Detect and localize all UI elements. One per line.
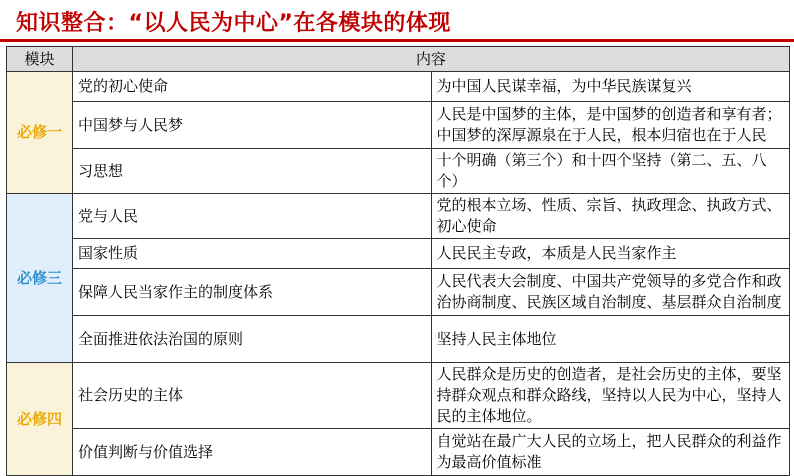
topic-cell: 国家性质 — [73, 239, 432, 269]
topic-cell: 党与人民 — [73, 194, 432, 239]
table-row — [7, 429, 790, 476]
topic-cell: 党的初心使命 — [73, 72, 432, 102]
table-row — [7, 72, 790, 102]
table-row — [7, 102, 790, 149]
content-cell: 党的根本立场、性质、宗旨、执政理念、执政方式、初心使命 — [431, 194, 790, 239]
content-cell: 人民代表大会制度、中国共产党领导的多党合作和政治协商制度、民族区域自治制度、基层群众自治制度 — [431, 269, 790, 316]
table-row — [7, 149, 790, 194]
module-cell: 必修一 — [7, 72, 73, 194]
topic-cell: 全面推进依法治国的原则 — [73, 316, 432, 363]
content-cell: 坚持人民主体地位 — [431, 316, 790, 363]
topic-cell: 中国梦与人民梦 — [73, 102, 432, 149]
header-module: 模块 — [7, 47, 73, 72]
table-row — [7, 194, 790, 239]
header-content: 内容 — [73, 47, 790, 72]
topic-cell: 习思想 — [73, 149, 432, 194]
content-cell: 十个明确（第三个）和十四个坚持（第二、五、八个） — [431, 149, 790, 194]
module-cell: 必修四 — [7, 363, 73, 476]
table-header-row — [7, 47, 790, 72]
content-cell: 人民群众是历史的创造者，是社会历史的主体，要坚持群众观点和群众路线，坚持以人民为中心，坚持人民的主体地位。 — [431, 363, 790, 429]
content-cell: 为中国人民谋幸福，为中华民族谋复兴 — [431, 72, 790, 102]
content-cell: 自觉站在最广大人民的立场上，把人民群众的利益作为最高价值标准 — [431, 429, 790, 476]
table-row — [7, 239, 790, 269]
knowledge-table — [6, 46, 790, 476]
topic-cell: 保障人民当家作主的制度体系 — [73, 269, 432, 316]
content-cell: 人民是中国梦的主体，是中国梦的创造者和享有者；中国梦的深厚源泉在于人民，根本归宿也在于人民 — [431, 102, 790, 149]
content-cell: 人民民主专政，本质是人民当家作主 — [431, 239, 790, 269]
module-cell: 必修三 — [7, 194, 73, 363]
table-row — [7, 269, 790, 316]
topic-cell: 社会历史的主体 — [73, 363, 432, 429]
topic-cell: 价值判断与价值选择 — [73, 429, 432, 476]
title-divider — [0, 39, 794, 42]
table-row — [7, 316, 790, 363]
table-row — [7, 363, 790, 429]
page-title: 知识整合：“以人民为中心”在各模块的体现 — [16, 11, 451, 36]
